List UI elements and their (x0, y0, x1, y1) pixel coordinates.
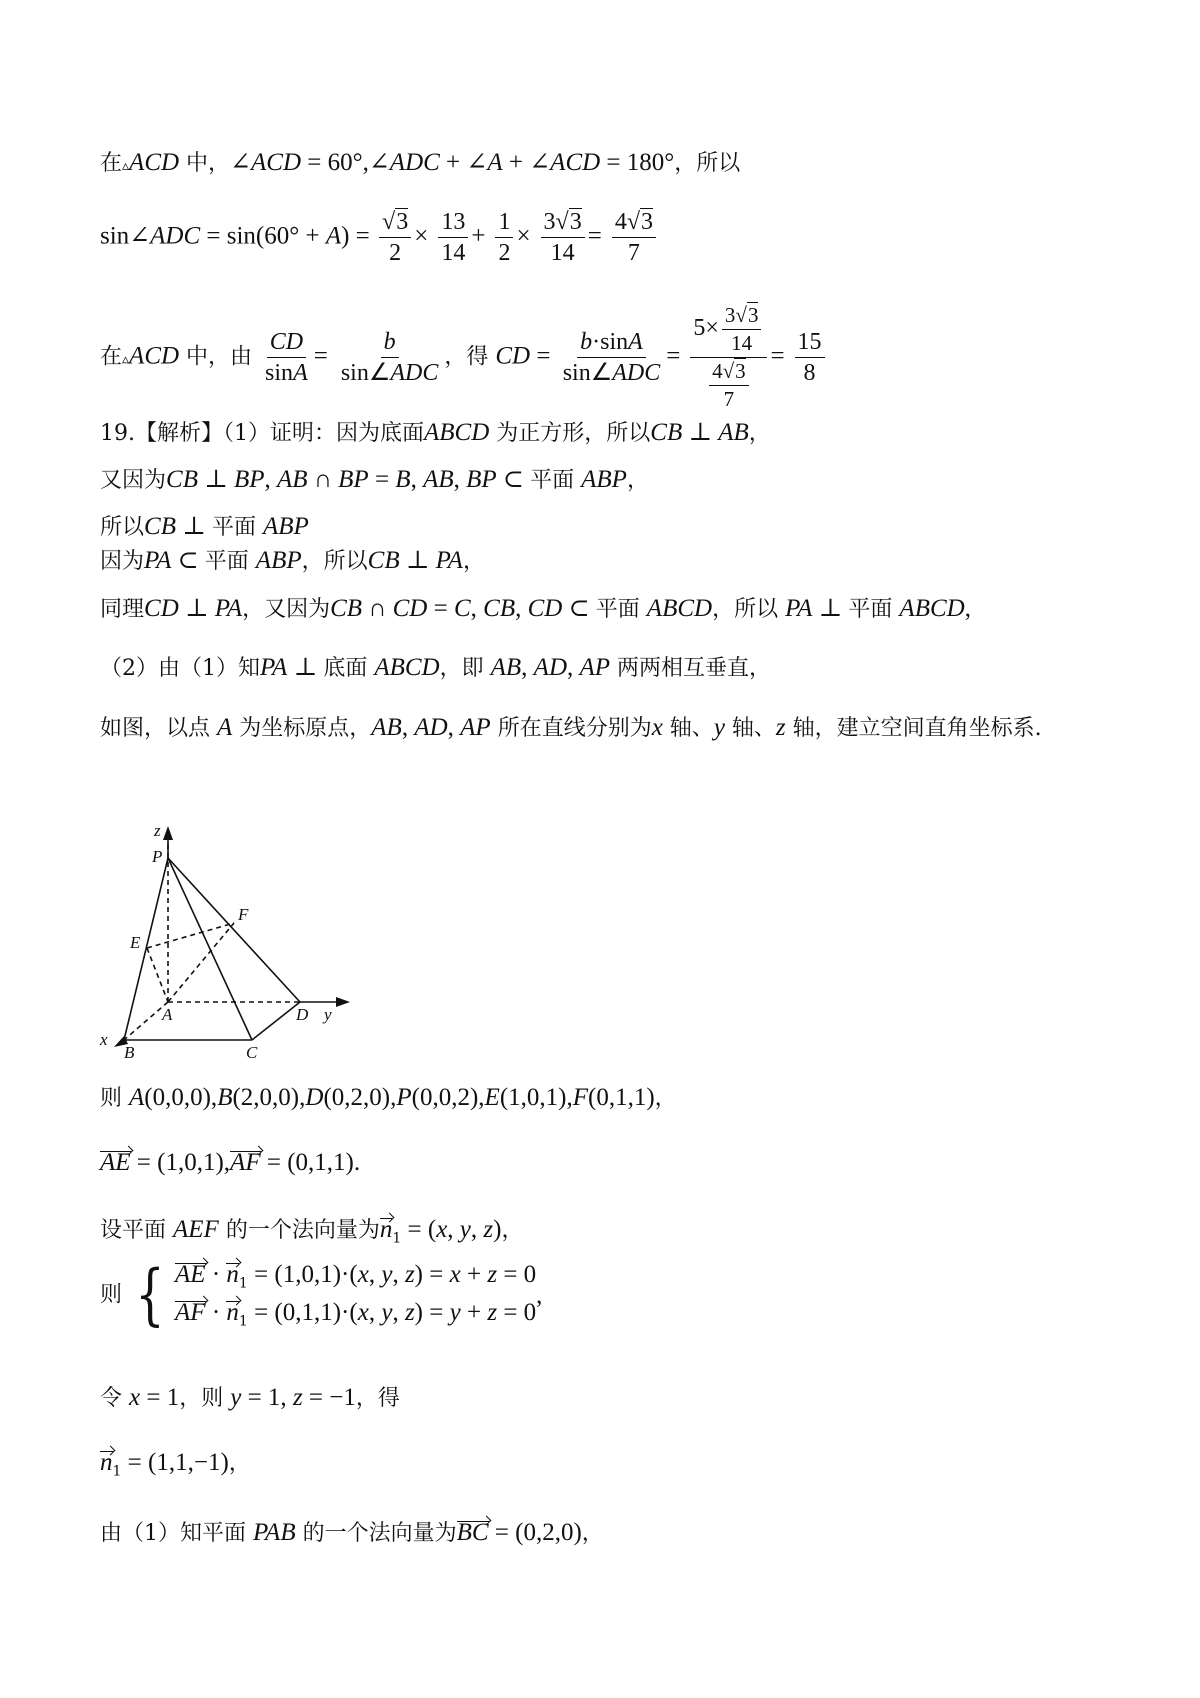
text-line-14: 则 { AE · $n_1 = (1,0,1)\cdot(x$, y, z) = x + z = 0 AF · $n_1 = (0,1,1)\cdot(x$, y, z) = y + z = 0 , (100, 1256, 543, 1334)
label-x: x (100, 1030, 108, 1049)
label-b: B (124, 1043, 135, 1062)
text-line-15: 令 x = 1，则 y = 1, z = −1，得 (100, 1384, 400, 1411)
text-line-10: 如图，以点 A 为坐标原点，AB, AD, AP 所在直线分别为x 轴、y 轴、z 轴，建立空间直角坐标系. (100, 714, 1042, 741)
text-line-4: 19.【解析】（1）证明：因为底面ABCD 为正方形，所以CB ⊥ AB， (100, 419, 771, 446)
label-f: F (238, 905, 249, 924)
label-z: z (154, 821, 161, 840)
text-line-16: $n_1 = (1,1,-1)$， (100, 1449, 251, 1480)
text-line-1: 在▵ACD 中，∠ACD = 60°,∠ADC + ∠A + ∠ACD = 180°，所以 (100, 149, 741, 176)
label-y: y (324, 1005, 332, 1024)
text-line-7: 因为PA ⊂ 平面 ABP，所以CB ⊥ PA， (100, 547, 485, 574)
pyramid-figure (100, 820, 360, 1062)
text-line-3: 在▵ACD 中，由 $\frac{CD}{\sin A}$ = $\frac{b}{\text{sin∠ADC}}$ ，得 CD = $\frac{b\cdot\sin A}{\text{sin∠ADC}}$ = 5× $\frac{3√3}{14}$ $\frac{4√3}{7}$ = $\frac{15}{8}$ (100, 305, 828, 410)
text-line-13: 设平面 AEF 的一个法向量为$n_1 = (x$, y, z)， (100, 1216, 524, 1247)
text-line-12: AE = (1,0,1),AF = (0,1,1). (100, 1149, 361, 1176)
text-line-8: 同理CD ⊥ PA，又因为CB ∩ CD = C, CB, CD ⊂ 平面 ABCD，所以 PA ⊥ 平面 ABCD, (100, 595, 971, 622)
text-line-5: 又因为CB ⊥ BP, AB ∩ BP = B, AB, BP ⊂ 平面 ABP， (100, 466, 649, 493)
label-d: D (296, 1005, 309, 1024)
label-a: A (162, 1005, 173, 1024)
text-line-2: sin∠ADC = sin(60° + A) = $\frac{√3}{2}$ × $\frac{13}{14}$ + $\frac{1}{2}$ × $\frac{3√3}{14}$ = $\frac{4√3}{7}$ (100, 210, 659, 265)
label-p: P (152, 847, 163, 866)
text-line-6: 所以CB ⊥ 平面 ABP (100, 513, 309, 540)
label-e: E (130, 933, 141, 952)
text-line-17: 由（1）知平面 PAB 的一个法向量为BC = (0,2,0)， (100, 1519, 604, 1546)
text-line-9: （2）由（1）知PA ⊥ 底面 ABCD，即 AB, AD, AP 两两相互垂直， (100, 654, 772, 681)
label-c: C (246, 1043, 258, 1062)
text-line-11: 则 A(0,0,0),B(2,0,0),D(0,2,0),P(0,0,2),E(1,0,1),F(0,1,1)， (100, 1084, 677, 1111)
